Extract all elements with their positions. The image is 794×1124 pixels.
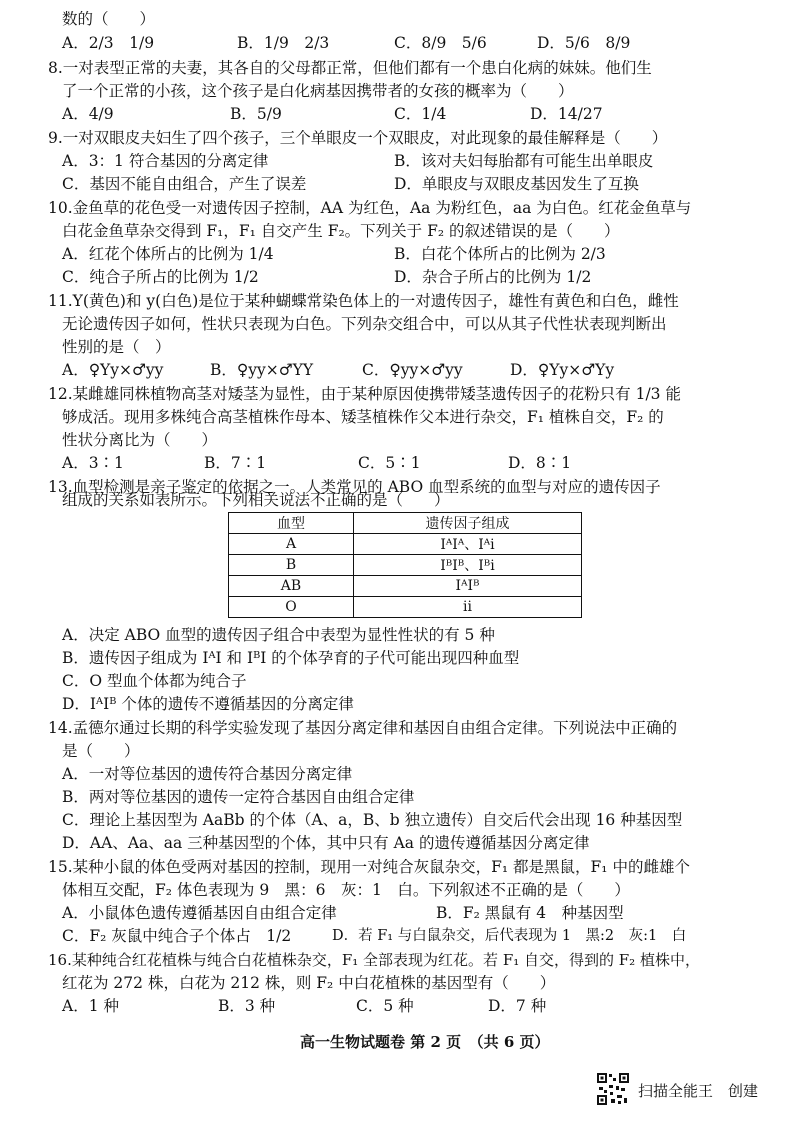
q7-option-b: B．1/9 2/3	[237, 34, 330, 52]
q14-option-b: B．两对等位基因的遗传一定符合基因自由组合定律	[62, 788, 415, 806]
q12-stem-3: 性状分离比为（ ）	[62, 431, 218, 449]
table-cell: IᴬIᴬ、Iᴬi	[354, 534, 582, 555]
q8-stem: 8.一对表型正常的夫妻，其各自的父母都正常，但他们都有一个患白化病的妹妹。他们生	[48, 59, 652, 77]
q8-stem-2: 了一个正常的小孩，这个孩子是白化病基因携带者的女孩的概率为（ ）	[62, 82, 574, 100]
q16-stem: 16.某种纯合红花植株与纯合白花植株杂交，F₁ 全部表现为红花。若 F₁ 自交，得到的 F₂ 植株中，	[48, 951, 700, 969]
q12-option-a: A．3∶1	[62, 454, 124, 472]
table-row	[229, 576, 582, 597]
q7-option-a: A．2/3 1/9	[62, 34, 155, 52]
q10-option-c: C．纯合子所占的比例为 1/2	[62, 268, 259, 286]
scanner-brand-label: 扫描全能王 创建	[638, 1082, 759, 1100]
q11-stem: 11.Y(黄色)和 y(白色)是位于某种蝴蝶常染色体上的一对遗传因子，雄性有黄色和白色，雌性	[48, 292, 679, 310]
q10-stem: 10.金鱼草的花色受一对遗传因子控制，AA 为红色，Aa 为粉红色，aa 为白色。红花金鱼草与	[48, 199, 692, 217]
q16-option-a: A．1 种	[62, 997, 119, 1015]
q9-option-c: C．基因不能自由组合，产生了误差	[62, 175, 307, 193]
table-row	[229, 555, 582, 576]
q9-stem: 9.一对双眼皮夫妇生了四个孩子，三个单眼皮一个双眼皮，对此现象的最佳解释是（ ）	[48, 129, 668, 147]
q12-option-b: B．7∶1	[204, 454, 267, 472]
q11-stem-2: 无论遗传因子如何，性状只表现为白色。下列杂交组合中，可以从其子代性状表现判断出	[62, 315, 667, 333]
table-cell: IᴬIᴮ	[354, 576, 582, 597]
q8-option-a: A．4/9	[62, 105, 114, 123]
q12-option-c: C．5∶1	[358, 454, 421, 472]
qr-code-icon	[596, 1072, 630, 1106]
q11-option-b: B．♀yy×♂YY	[210, 361, 314, 379]
q11-option-a: A．♀Yy×♂yy	[62, 361, 164, 379]
q12-stem: 12.某雌雄同株植物高茎对矮茎为显性，由于某种原因使携带矮茎遗传因子的花粉只有 1/3 能	[48, 385, 681, 403]
q14-stem-2: 是（ ）	[62, 742, 140, 760]
q10-stem-2: 白花金鱼草杂交得到 F₁，F₁ 自交产生 F₂。下列关于 F₂ 的叙述错误的是（ ）	[62, 222, 620, 240]
q14-option-d: D．AA、Aa、aa 三种基因型的个体，其中只有 Aa 的遗传遵循基因分离定律	[62, 834, 590, 852]
page-footer: 高一生物试题卷 第 2 页 （共 6 页）	[300, 1033, 550, 1051]
table-row	[229, 597, 582, 618]
q11-option-d: D．♀Yy×♂Yy	[510, 361, 615, 379]
q13-option-b: B．遗传因子组成为 IᴬI 和 IᴮI 的个体孕育的子代可能出现四种血型	[62, 649, 520, 667]
q16-option-c: C．5 种	[356, 997, 414, 1015]
q13-option-c: C．O 型血个体都为纯合子	[62, 672, 247, 690]
q14-option-c: C．理论上基因型为 AaBb 的个体（A、a，B、b 独立遗传）自交后代会出现 16 种基因型	[62, 811, 683, 829]
table-header-genotype: 遗传因子组成	[354, 513, 582, 534]
q13-option-d: D．IᴬIᴮ 个体的遗传不遵循基因的分离定律	[62, 695, 354, 713]
table-row	[229, 534, 582, 555]
table-cell: ii	[354, 597, 582, 618]
q8-option-b: B．5/9	[230, 105, 282, 123]
q15-option-b: B．F₂ 黑鼠有 4 种基因型	[436, 904, 624, 922]
q9-option-d: D．单眼皮与双眼皮基因发生了互换	[394, 175, 639, 193]
q16-option-d: D．7 种	[488, 997, 547, 1015]
q15-stem: 15.某种小鼠的体色受两对基因的控制，现用一对纯合灰鼠杂交，F₁ 都是黑鼠，F₁ 中的雌雄个	[48, 858, 690, 876]
q11-option-c: C．♀yy×♂yy	[362, 361, 463, 379]
q13-stem: 13.血型检测是亲子鉴定的依据之一。人类常见的 ABO 血型系统的血型与对应的遗传因子	[48, 478, 661, 496]
q15-option-d: D．若 F₁ 与白鼠杂交，后代表现为 1 黑:2 灰:1 白	[332, 928, 687, 944]
blood-type-table	[228, 512, 582, 618]
q14-option-a: A．一对等位基因的遗传符合基因分离定律	[62, 765, 353, 783]
q9-option-a: A．3：1 符合基因的分离定律	[62, 152, 269, 170]
table-cell: AB	[229, 576, 354, 597]
q9-option-b: B．该对夫妇每胎都有可能生出单眼皮	[394, 152, 654, 170]
q15-option-c: C．F₂ 灰鼠中纯合子个体占 1/2	[62, 927, 292, 945]
q10-option-a: A．红花个体所占的比例为 1/4	[62, 245, 274, 263]
q13-option-a: A．决定 ABO 血型的遗传因子组合中表型为显性性状的有 5 种	[62, 626, 495, 644]
q15-stem-2: 体相互交配，F₂ 体色表现为 9 黑：6 灰：1 白。下列叙述不正确的是（ ）	[62, 881, 630, 899]
q8-option-c: C．1/4	[394, 105, 447, 123]
table-header-blood-type: 血型	[229, 513, 354, 534]
q16-option-b: B．3 种	[218, 997, 276, 1015]
table-cell: A	[229, 534, 354, 555]
q13-stem-2: 组成的关系如表所示。下列相关说法不正确的是（ ）	[62, 491, 450, 509]
q8-option-d: D．14/27	[530, 105, 603, 123]
table-cell: B	[229, 555, 354, 576]
q12-stem-2: 够成活。现用多株纯合高茎植株作母本、矮茎植株作父本进行杂交，F₁ 植株自交，F₂ 的	[62, 408, 664, 426]
table-cell: O	[229, 597, 354, 618]
q10-option-d: D．杂合子所占的比例为 1/2	[394, 268, 592, 286]
table-header-row	[229, 513, 582, 534]
q14-stem: 14.孟德尔通过长期的科学实验发现了基因分离定律和基因自由组合定律。下列说法中正确的	[48, 719, 678, 737]
q11-stem-3: 性别的是（ ）	[62, 338, 171, 356]
q7-option-c: C．8/9 5/6	[394, 34, 487, 52]
q16-stem-2: 红花为 272 株，白花为 212 株，则 F₂ 中白花植株的基因型有（ ）	[62, 974, 556, 992]
q7-stem-tail: 数的（ ）	[62, 10, 156, 28]
q12-option-d: D．8∶1	[508, 454, 572, 472]
q10-option-b: B．白花个体所占的比例为 2/3	[394, 245, 606, 263]
q7-option-d: D．5/6 8/9	[537, 34, 631, 52]
table-cell: IᴮIᴮ、Iᴮi	[354, 555, 582, 576]
q15-option-a: A．小鼠体色遗传遵循基因自由组合定律	[62, 904, 337, 922]
